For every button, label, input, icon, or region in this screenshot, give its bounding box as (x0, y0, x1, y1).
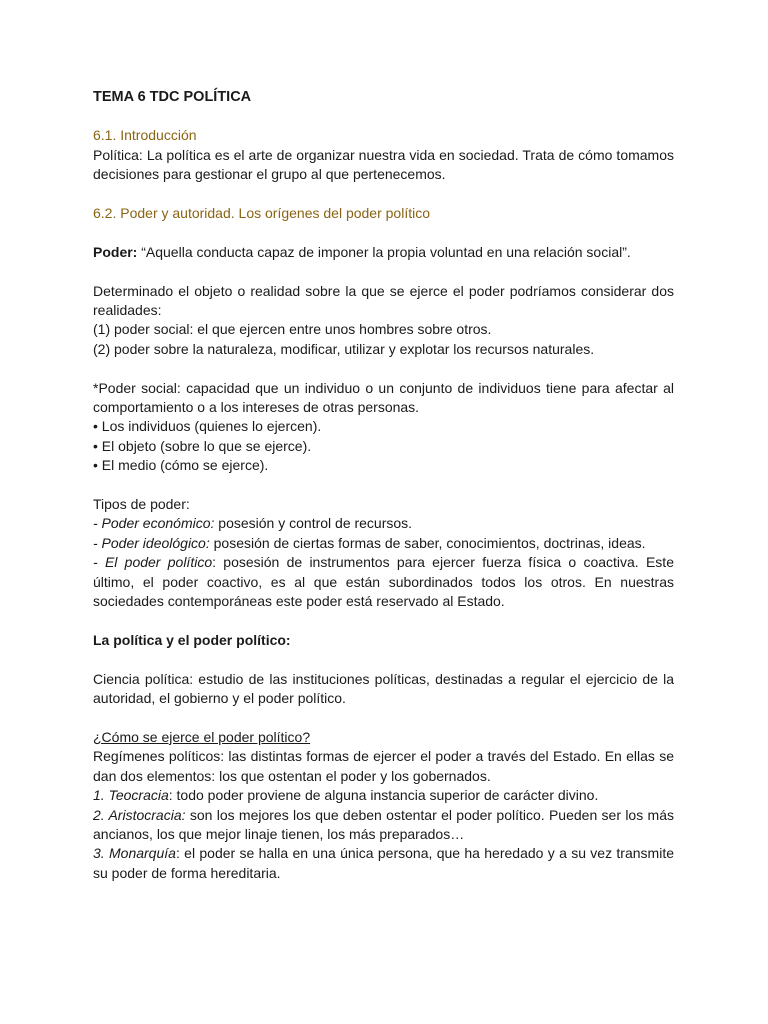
section-heading-politica-poder: La política y el poder político: (93, 631, 291, 648)
regimen-aristocracia (93, 806, 674, 845)
paragraph-regimenes: Regímenes políticos: las distintas formas de ejercer el poder a través del Estado. En ellas se dan dos elementos: los que ostentan el poder y los gobernados. (93, 748, 674, 784)
tipo-politico-label: - El poder político (93, 554, 213, 571)
paragraph-poder-social: *Poder social: capacidad que un individuo o un conjunto de individuos tiene para afectar al comportamiento o a los intereses de otras personas. (93, 379, 674, 416)
tipo-politico-text: : posesión de instrumentos para ejercer fuerza física o coactiva. Este último, el poder coactivo, es al que están subordinados todos los otros. En nuestras sociedades contemporáneas este poder está reservado al Estado. (93, 554, 674, 610)
tipo-poder-politico (93, 553, 674, 611)
bullet-objeto: • El objeto (sobre lo que se ejerce). (93, 437, 312, 454)
document-body (93, 88, 674, 883)
paragraph-ciencia-politica: Ciencia política: estudio de las instituciones políticas, destinadas a regular el ejercicio de la autoridad, el gobierno y el poder político. (93, 670, 674, 707)
teocracia-label: 1. Teocracia (93, 787, 169, 804)
tipos-de-poder-heading: Tipos de poder: (93, 496, 190, 513)
section-heading-poder-autoridad: 6.2. Poder y autoridad. Los orígenes del poder político (93, 205, 430, 222)
teocracia-text: : todo poder proviene de alguna instancia superior de carácter divino. (168, 787, 599, 804)
tipo-poder-ideologico (93, 534, 674, 553)
tipo-ideologico-label: - Poder ideológico: (93, 534, 210, 551)
monarquia-label: 3. Monarquía (93, 845, 176, 862)
poder-label: Poder: (93, 243, 138, 260)
monarquia-text: : el poder se halla en una única persona, que ha heredado y a su vez transmite su poder de forma hereditaria. (93, 845, 674, 881)
aristocracia-label: 2. Aristocracia: (93, 806, 186, 823)
paragraph-realidades-intro: Determinado el objeto o realidad sobre la que se ejerce el poder podríamos considerar dos realidades: (93, 282, 674, 319)
tipo-economico-label: - Poder económico: (93, 515, 215, 532)
document-title: TEMA 6 TDC POLÍTICA (93, 89, 252, 105)
como-se-ejerce-heading: ¿Cómo se ejerce el poder político? (93, 728, 311, 745)
regimen-teocracia (93, 786, 674, 805)
bullet-individuos: • Los individuos (quienes lo ejercen). (93, 418, 322, 435)
regimen-monarquia (93, 844, 674, 883)
bullet-medio: • El medio (cómo se ejerce). (93, 457, 269, 474)
list-item-realidad-2: (2) poder sobre la naturaleza, modificar, utilizar y explotar los recursos naturales. (93, 340, 595, 357)
paragraph-politica-definicion: Política: La política es el arte de organizar nuestra vida en sociedad. Trata de cómo tomamos decisiones para gestionar el grupo al que pertenecemos. (93, 146, 674, 183)
list-item-realidad-1: (1) poder social: el que ejercen entre unos hombres sobre otros. (93, 321, 492, 338)
poder-definition-text: “Aquella conducta capaz de imponer la propia voluntad en una relación social”. (137, 243, 631, 260)
tipo-ideologico-text: posesión de ciertas formas de saber, conocimientos, doctrinas, ideas. (209, 534, 646, 551)
paragraph-poder-definicion (93, 243, 674, 262)
aristocracia-text: son los mejores los que deben ostentar el poder político. Pueden ser los más ancianos, los que mejor linaje tienen, los más preparados… (93, 806, 674, 842)
section-heading-introduccion: 6.1. Introducción (93, 127, 197, 144)
tipo-economico-text: posesión y control de recursos. (214, 515, 413, 532)
tipo-poder-economico (93, 514, 674, 533)
